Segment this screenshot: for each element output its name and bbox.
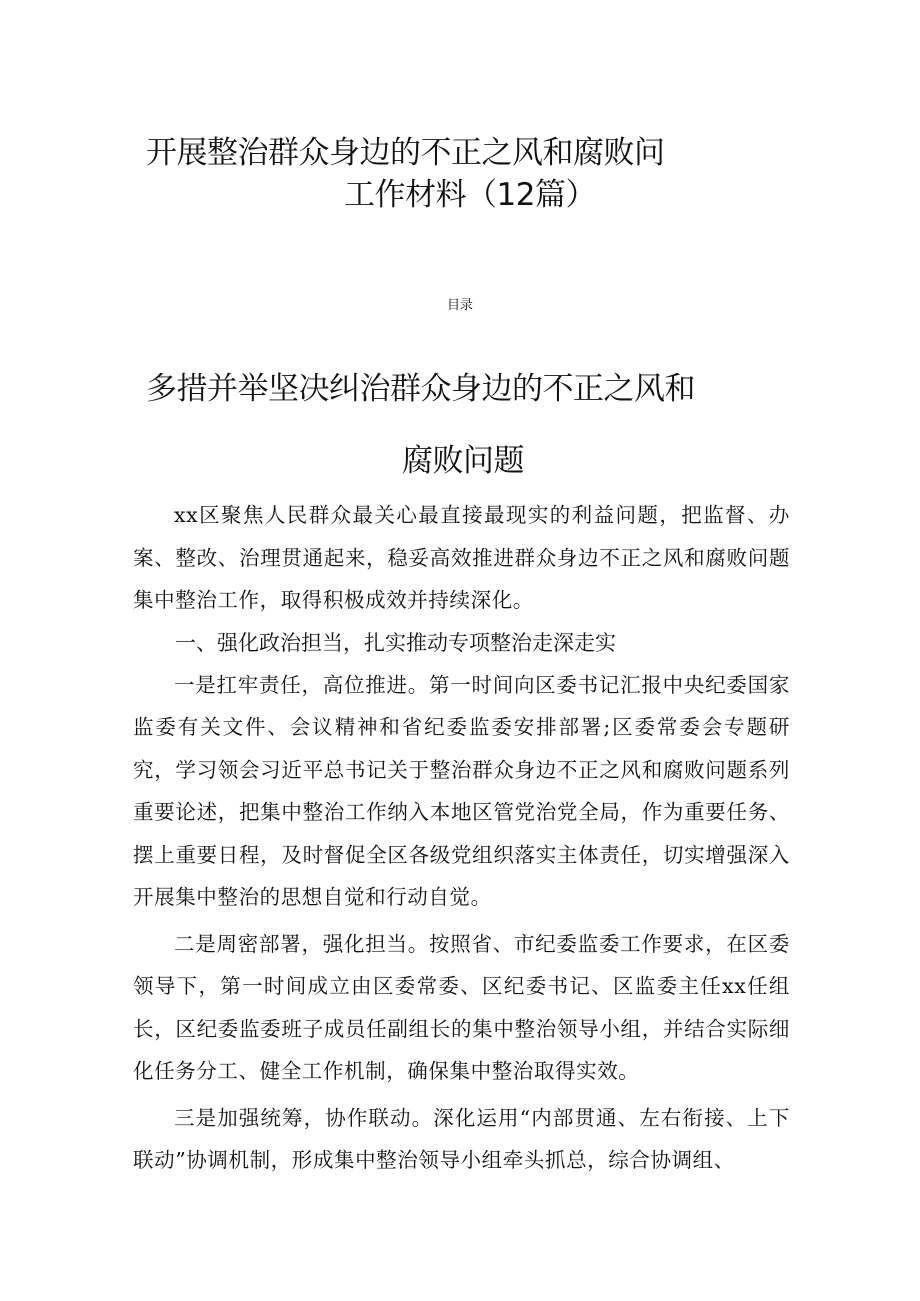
body-paragraph-3: 三是加强统筹，协作联动。深化运用“内部贯通、左右衔接、上下联动”协调机制，形成集中整治领导小组牵头抓总，综合协调组、 (133, 1105, 790, 1172)
subheading-1: 一、强化政治担当，扎实推动专项整治走深走实 (175, 630, 616, 655)
document-body (133, 494, 790, 1182)
table-of-contents-label: 目录 (446, 298, 473, 313)
intro-paragraph: xx区聚焦人民群众最关心最直接最现实的利益问题，把监督、办案、整改、治理贯通起来，稳妥高效推进群众身边不正之风和腐败问题集中整治工作，取得积极成效并持续深化。 (133, 503, 790, 612)
body-paragraph-1: 一是扛牢责任，高位推进。第一时间向区委书记汇报中央纪委国家监委有关文件、会议精神和省纪委监委安排部署;区委常委会专题研究，学习领会习近平总书记关于整治群众身边不正之风和腐败问题系列重要论述，把集中整治工作纳入本地区管党治党全局，作为重要任务、摆上重要日程，及时督促全区各级党组织落实主体责任，切实增强深入开展集中整治的思想自觉和行动自觉。 (133, 672, 790, 909)
document-title-line-1: 开展整治群众身边的不正之风和腐败问 (146, 135, 665, 171)
document-title-line-2: 工作材料（12篇） (344, 177, 596, 213)
section-title-line-2: 腐败问题 (402, 443, 524, 479)
body-paragraph-2: 二是周密部署，强化担当。按照省、市纪委监委工作要求，在区委领导下，第一时间成立由区委常委、区纪委书记、区监委主任xx任组长，区纪委监委班子成员任副组长的集中整治领导小组，并结合实际细化任务分工、健全工作机制，确保集中整治取得实效。 (133, 931, 790, 1083)
section-title-line-1: 多措并举坚决纠治群众身边的不正之风和 (146, 371, 695, 407)
